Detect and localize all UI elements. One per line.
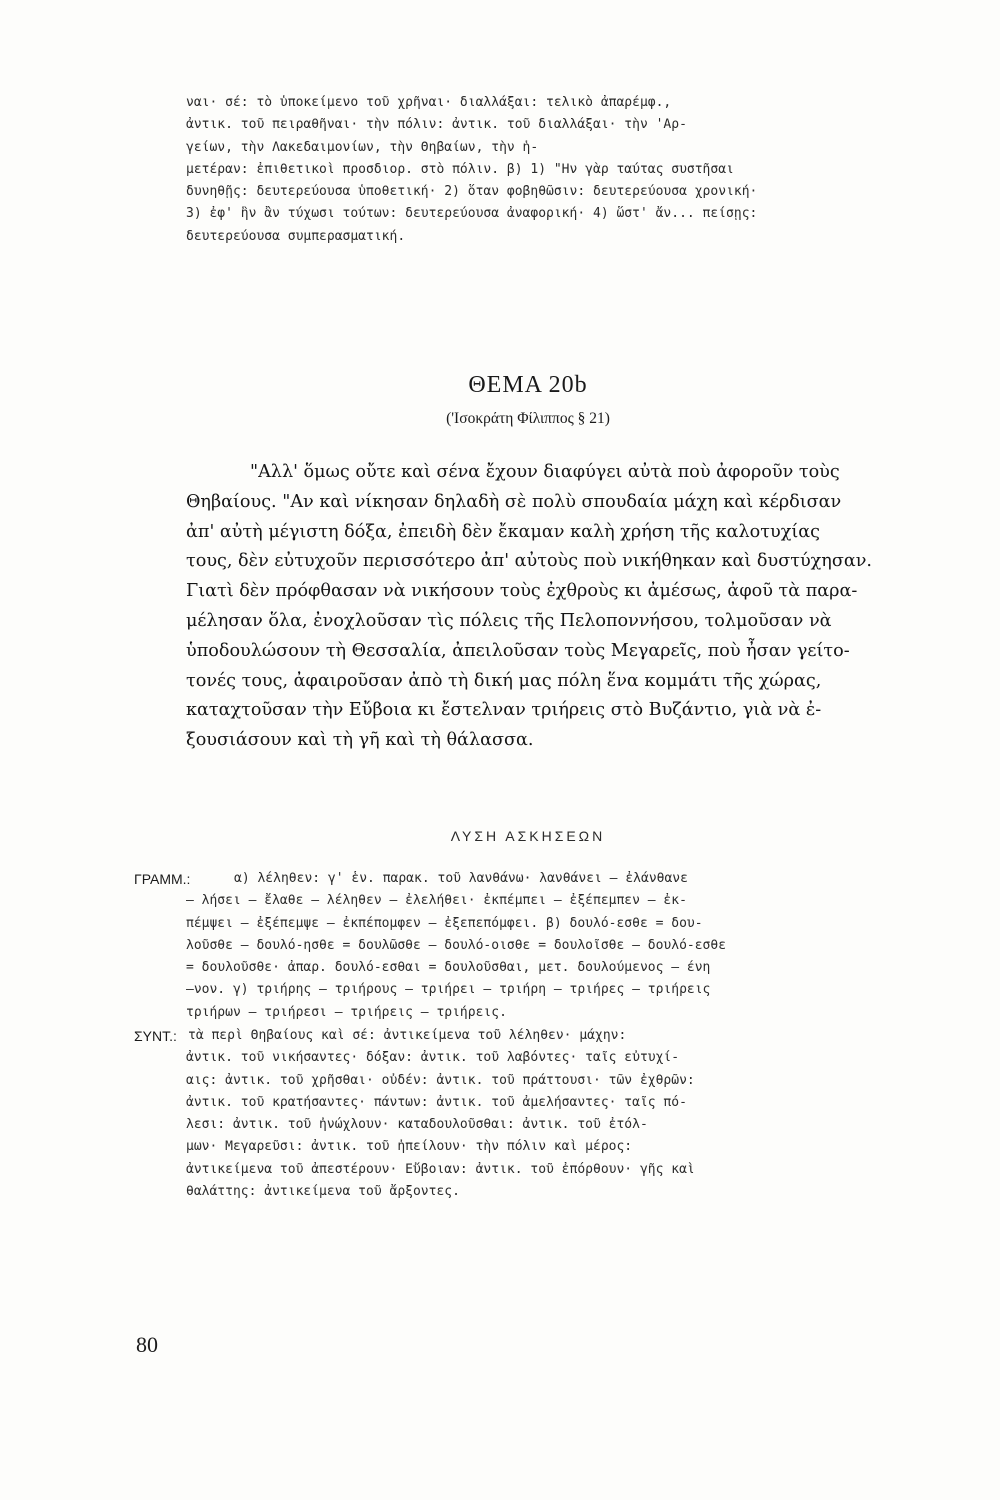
translation-line: "Αλλ' ὅμως οὔτε καὶ σένα ἔχουν διαφύγει αὐτὰ ποὺ ἀφοροῦν τοὺς — [250, 462, 840, 482]
page-number: 80 — [136, 1332, 158, 1357]
theme-source: ('Ισοκράτη Φίλιππος § 21) — [446, 410, 610, 427]
syntax-line: τὰ περὶ Θηβαίους καὶ σέ: ἀντικείμενα τοῦ λέληθεν· μάχην: — [188, 1028, 627, 1043]
notes-line: δευτερεύουσα συμπερασματική. — [186, 228, 406, 244]
grammar-line: = δουλοῦσθε· ἀπαρ. δουλό-εσθαι = δουλοῦσθαι, μετ. δουλούμενος — ένη — [186, 960, 711, 976]
grammar-line: τριήρων — τριήρεσι — τριήρεις — τριήρεις. — [186, 1004, 507, 1020]
syntax-section — [186, 1025, 936, 1203]
grammar-line: λοῦσθε — δουλό-ησθε = δουλῶσθε — δουλό-οισθε = δουλοῖσθε — δουλό-εσθε — [186, 937, 727, 953]
translation-line: Θηβαίους. "Αν καὶ νίκησαν δηλαδὴ σὲ πολὺ σπουδαία μάχη καὶ κέρδισαν — [186, 491, 842, 512]
syntax-label: ΣΥΝΤ.: — [134, 1028, 177, 1044]
translation-line: Γιατὶ δὲν πρόφθασαν νὰ νικήσουν τοὺς ἐχθροὺς κι ἀμέσως, ἀφοῦ τὰ παρα- — [186, 581, 858, 602]
syntax-line: ἀντικ. τοῦ κρατήσαντες· πάντων: ἀντικ. τοῦ ἀμελήσαντες· ταῖς πό- — [186, 1094, 687, 1110]
translation-line: καταχτοῦσαν τὴν Εὔβοια κι ἔστελναν τριήρεις στὸ Βυζάντιο, γιὰ νὰ ἐ- — [186, 700, 822, 721]
notes-line: ναι· σέ: τὸ ὑποκείμενο τοῦ χρῆναι· διαλλάξαι: τελικὸ ἀπαρέμφ., — [186, 95, 672, 110]
grammar-line: — λήσει — ἔλαθε — λέληθεν — ἐλελήθει· ἐκπέμπει — ἐξέπεμπεν — ἐκ- — [186, 893, 687, 909]
grammar-line: —νον. γ) τριήρης — τριήρους — τριήρει — τριήρη — τριήρες — τριήρεις — [186, 982, 711, 998]
theme-title: ΘΕΜΑ 20b — [468, 372, 588, 398]
syntax-line: ἀντικείμενα τοῦ ἀπεστέρουν· Εὔβοιαν: ἀντικ. τοῦ ἐπόρθουν· γῆς καὶ — [186, 1161, 695, 1177]
grammar-label: ΓΡΑΜΜ.: — [134, 871, 191, 887]
translation-paragraph — [186, 458, 936, 756]
grammar-section — [186, 868, 936, 1024]
grammar-line: α) λέληθεν: γ' ἑν. παρακ. τοῦ λανθάνω· λανθάνει — ἐλάνθανε — [234, 871, 688, 886]
notes-block — [186, 92, 936, 248]
solution-title: ΛΥΣΗ ΑΣΚΗΣΕΩΝ — [450, 828, 606, 844]
notes-line: γείων, τὴν Λακεδαιμονίων, τὴν Θηβαίων, τὴν ἡ- — [186, 139, 539, 155]
notes-line: 3) ἐφ' ἣν ἂν τύχωσι τούτων: δευτερεύουσα ἀναφορική· 4) ὥστ' ἄν... πείσῃς: — [186, 206, 758, 222]
translation-line: τους, δὲν εὐτυχοῦν περισσότερο ἀπ' αὐτοὺς ποὺ νικήθηκαν καὶ δυστύχησαν. — [186, 551, 873, 572]
notes-line: ἀντικ. τοῦ πειραθῆναι· τὴν πόλιν: ἀντικ. τοῦ διαλλάξαι· τὴν 'Αρ- — [186, 117, 687, 133]
notes-line: μετέραν: ἐπιθετικοὶ προσδιορ. στὸ πόλιν. β) 1) "Ην γὰρ ταύτας συστῆσαι — [186, 161, 734, 177]
notes-line: δυνηθῇς: δευτερεύουσα ὑποθετική· 2) ὅταν φοβηθῶσιν: δευτερεύουσα χρονική· — [186, 184, 758, 200]
syntax-line: αις: ἀντικ. τοῦ χρῆσθαι· οὐδέν: ἀντικ. τοῦ πράττουσι· τῶν ἐχθρῶν: — [186, 1072, 695, 1088]
translation-line: ξουσιάσουν καὶ τὴ γῆ καὶ τὴ θάλασσα. — [186, 730, 534, 751]
syntax-line: μων· Μεγαρεῦσι: ἀντικ. τοῦ ἠπείλουν· τὴν πόλιν καὶ μέρος: — [186, 1139, 633, 1155]
translation-line: ὑποδουλώσουν τὴ Θεσσαλία, ἀπειλοῦσαν τοὺς Μεγαρεῖς, ποὺ ἦσαν γείτο- — [186, 640, 850, 661]
translation-line: μέλησαν ὅλα, ἐνοχλοῦσαν τὶς πόλεις τῆς Πελοποννήσου, τολμοῦσαν νὰ — [186, 610, 832, 631]
syntax-line: λεσι: ἀντικ. τοῦ ἠνώχλουν· καταδουλοῦσθαι: ἀντικ. τοῦ ἐτόλ- — [186, 1117, 648, 1133]
syntax-line: θαλάττης: ἀντικείμενα τοῦ ἄρξοντες. — [186, 1184, 460, 1200]
grammar-line: πέμψει — ἐξέπεμψε — ἐκπέπομφεν — ἐξεπεπόμφει. β) δουλό-εσθε = δου- — [186, 915, 703, 931]
syntax-line: ἀντικ. τοῦ νικήσαντες· δόξαν: ἀντικ. τοῦ λαβόντες· ταῖς εὐτυχί- — [186, 1050, 680, 1066]
translation-line: τονές τους, ἀφαιροῦσαν ἀπὸ τὴ δική μας πόλη ἕνα κομμάτι τῆς χώρας, — [186, 670, 822, 691]
translation-line: ἀπ' αὐτὴ μέγιστη δόξα, ἐπειδὴ δὲν ἔκαμαν καλὴ χρήση τῆς καλοτυχίας — [186, 521, 820, 542]
